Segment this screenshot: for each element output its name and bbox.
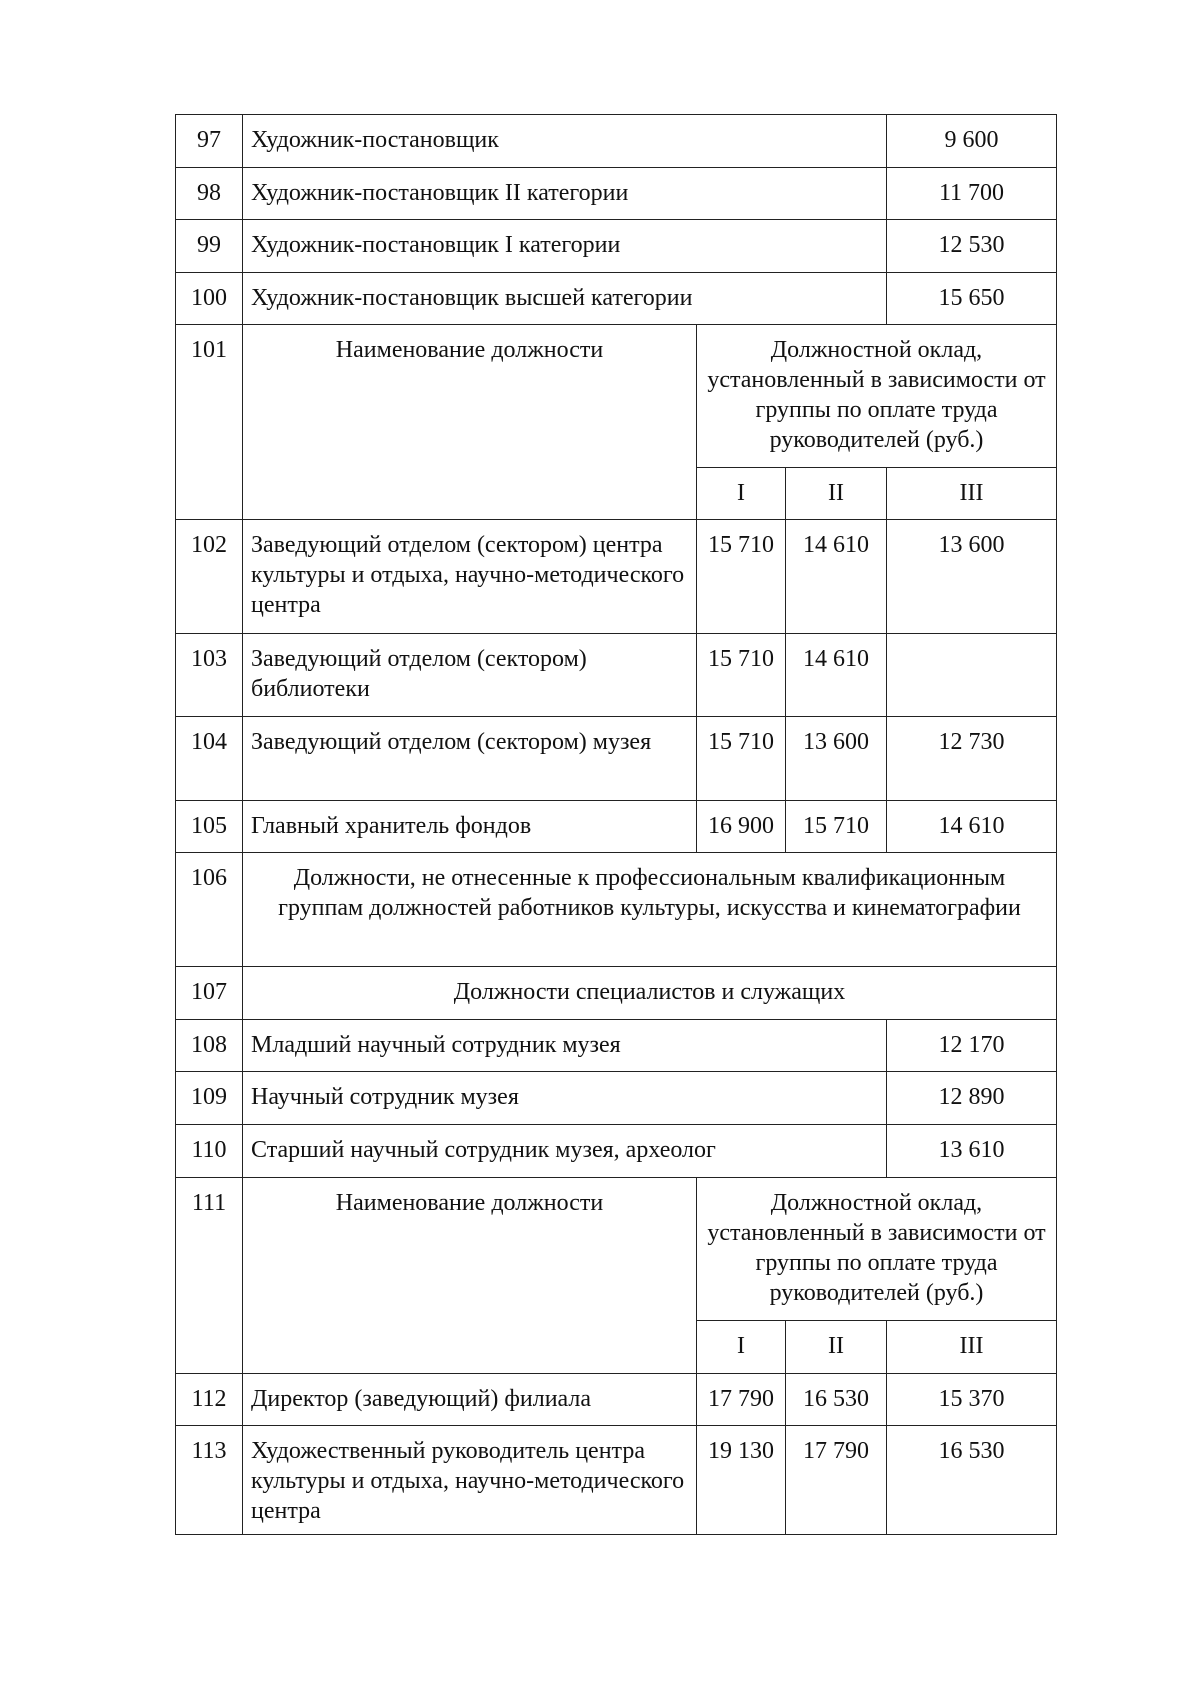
salary-group-ii: 13 600 xyxy=(786,717,887,801)
salary-column-header: Должностной оклад, установленный в зависимости от группы по оплате труда руководителей (руб.) xyxy=(697,325,1057,468)
salary-value: 11 700 xyxy=(887,168,1057,220)
row-number: 108 xyxy=(176,1020,243,1072)
salary-column-header: Должностной оклад, установленный в зависимости от группы по оплате труда руководителей (руб.) xyxy=(697,1178,1057,1321)
group-iii-header: III xyxy=(887,1321,1057,1374)
position-name: Художник-постановщик I категории xyxy=(243,220,887,273)
salary-value: 12 170 xyxy=(887,1020,1057,1072)
salary-value: 13 610 xyxy=(887,1125,1057,1178)
position-name: Младший научный сотрудник музея xyxy=(243,1020,887,1072)
position-name: Научный сотрудник музея xyxy=(243,1072,887,1125)
row-number: 99 xyxy=(176,220,243,273)
salary-group-iii: 15 370 xyxy=(887,1374,1057,1426)
group-ii-header: II xyxy=(786,468,887,520)
row-number: 109 xyxy=(176,1072,243,1125)
position-column-header: Наименование должности xyxy=(243,325,697,520)
table-row xyxy=(176,520,1057,634)
table-row xyxy=(176,115,1057,168)
row-number: 102 xyxy=(176,520,243,634)
position-name: Художник-постановщик II категории xyxy=(243,168,887,220)
salary-group-iii: 16 530 xyxy=(887,1426,1057,1535)
salary-group-i: 15 710 xyxy=(697,520,786,634)
table-row xyxy=(176,273,1057,325)
section-heading: Должности специалистов и служащих xyxy=(243,967,1057,1020)
table-row xyxy=(176,1426,1057,1535)
row-number: 105 xyxy=(176,801,243,853)
header-row xyxy=(176,325,1057,468)
position-name: Заведующий отделом (сектором) центра культуры и отдыха, научно-методического центра xyxy=(243,520,697,634)
group-i-header: I xyxy=(697,1321,786,1374)
salary-group-ii: 15 710 xyxy=(786,801,887,853)
table-row xyxy=(176,801,1057,853)
salary-table xyxy=(175,114,1057,1535)
section-heading: Должности, не отнесенные к профессиональным квалификационным группам должностей работников культуры, искусства и кинематографии xyxy=(243,853,1057,967)
row-number: 104 xyxy=(176,717,243,801)
table-row xyxy=(176,1125,1057,1178)
row-number: 112 xyxy=(176,1374,243,1426)
salary-group-iii: 14 610 xyxy=(887,801,1057,853)
salary-value: 12 890 xyxy=(887,1072,1057,1125)
row-number: 111 xyxy=(176,1178,243,1374)
section-row xyxy=(176,967,1057,1020)
row-number: 106 xyxy=(176,853,243,967)
row-number: 101 xyxy=(176,325,243,520)
salary-group-iii: 13 600 xyxy=(887,520,1057,634)
salary-group-i: 16 900 xyxy=(697,801,786,853)
salary-group-iii: 12 730 xyxy=(887,717,1057,801)
salary-group-ii: 17 790 xyxy=(786,1426,887,1535)
row-number: 107 xyxy=(176,967,243,1020)
group-iii-header: III xyxy=(887,468,1057,520)
table-row xyxy=(176,1374,1057,1426)
salary-group-i: 15 710 xyxy=(697,634,786,717)
row-number: 98 xyxy=(176,168,243,220)
position-name: Художник-постановщик xyxy=(243,115,887,168)
position-name: Главный хранитель фондов xyxy=(243,801,697,853)
position-name: Старший научный сотрудник музея, археолог xyxy=(243,1125,887,1178)
table-row xyxy=(176,1072,1057,1125)
salary-group-ii: 14 610 xyxy=(786,634,887,717)
position-name: Директор (заведующий) филиала xyxy=(243,1374,697,1426)
row-number: 113 xyxy=(176,1426,243,1535)
salary-value: 9 600 xyxy=(887,115,1057,168)
position-name: Заведующий отделом (сектором) библиотеки xyxy=(243,634,697,717)
position-name: Художник-постановщик высшей категории xyxy=(243,273,887,325)
salary-group-i: 17 790 xyxy=(697,1374,786,1426)
table-row xyxy=(176,220,1057,273)
header-row xyxy=(176,1178,1057,1321)
row-number: 100 xyxy=(176,273,243,325)
position-column-header: Наименование должности xyxy=(243,1178,697,1374)
row-number: 103 xyxy=(176,634,243,717)
position-name: Заведующий отделом (сектором) музея xyxy=(243,717,697,801)
group-ii-header: II xyxy=(786,1321,887,1374)
table-row xyxy=(176,168,1057,220)
table-row xyxy=(176,1020,1057,1072)
table-row xyxy=(176,634,1057,717)
table-row xyxy=(176,717,1057,801)
row-number: 110 xyxy=(176,1125,243,1178)
section-row xyxy=(176,853,1057,967)
salary-group-iii xyxy=(887,634,1057,717)
salary-group-i: 15 710 xyxy=(697,717,786,801)
salary-group-i: 19 130 xyxy=(697,1426,786,1535)
salary-value: 15 650 xyxy=(887,273,1057,325)
salary-value: 12 530 xyxy=(887,220,1057,273)
salary-group-ii: 16 530 xyxy=(786,1374,887,1426)
position-name: Художественный руководитель центра культуры и отдыха, научно-методического центра xyxy=(243,1426,697,1535)
group-i-header: I xyxy=(697,468,786,520)
row-number: 97 xyxy=(176,115,243,168)
salary-group-ii: 14 610 xyxy=(786,520,887,634)
